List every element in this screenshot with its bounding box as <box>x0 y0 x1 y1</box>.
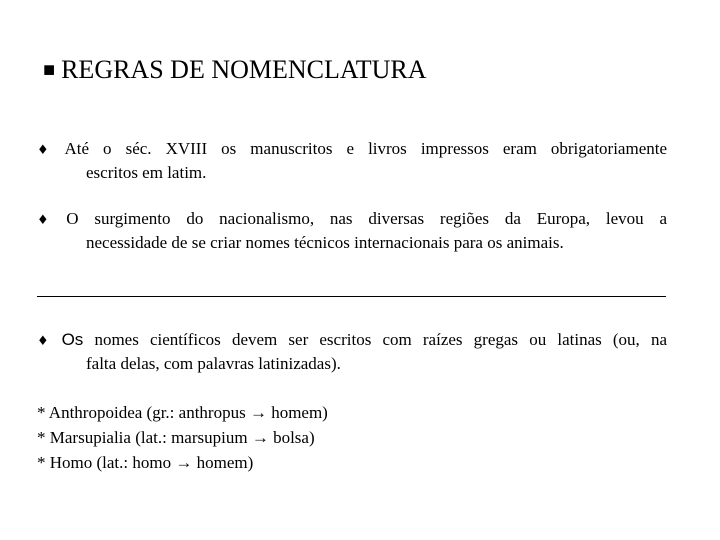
example-item: * Marsupialia (lat.: marsupium → bolsa) <box>37 428 315 447</box>
bullet-line <box>37 138 667 162</box>
bullet-line-continuation: escritos em latim. <box>86 163 207 182</box>
bullet-line-continuation: necessidade de se criar nomes técnicos internacionais para os animais. <box>86 233 564 252</box>
example-item: * Homo (lat.: homo → homem) <box>37 453 254 472</box>
bullet-item <box>37 138 667 184</box>
bullet-line-continuation: falta delas, com palavras latinizadas). <box>86 354 341 373</box>
square-bullet-icon: ■ <box>43 59 56 81</box>
title-text: REGRAS DE NOMENCLATURA <box>61 55 427 84</box>
diamond-bullet-icon: ♦ <box>37 143 59 158</box>
diamond-bullet-icon: ♦ <box>37 334 56 349</box>
bullet-line <box>37 208 667 232</box>
bullet-item <box>37 329 667 375</box>
bullet-first-word: Os <box>61 330 84 349</box>
bullet-text: O surgimento do nacionalismo, nas diversas regiões da Europa, levou a <box>66 209 668 228</box>
bullet-item <box>37 208 667 254</box>
bullet-text: nomes científicos devem ser escritos com raízes gregas ou latinas (ou, na <box>94 330 667 349</box>
examples-list <box>37 400 328 475</box>
bullet-line <box>37 329 667 353</box>
page-title <box>43 56 427 86</box>
bullet-text: Até o séc. XVIII os manuscritos e livros impressos eram obrigatoriamente <box>64 139 668 158</box>
horizontal-divider <box>37 296 666 297</box>
diamond-bullet-icon: ♦ <box>37 213 61 228</box>
example-item: * Anthropoidea (gr.: anthropus → homem) <box>37 403 328 422</box>
